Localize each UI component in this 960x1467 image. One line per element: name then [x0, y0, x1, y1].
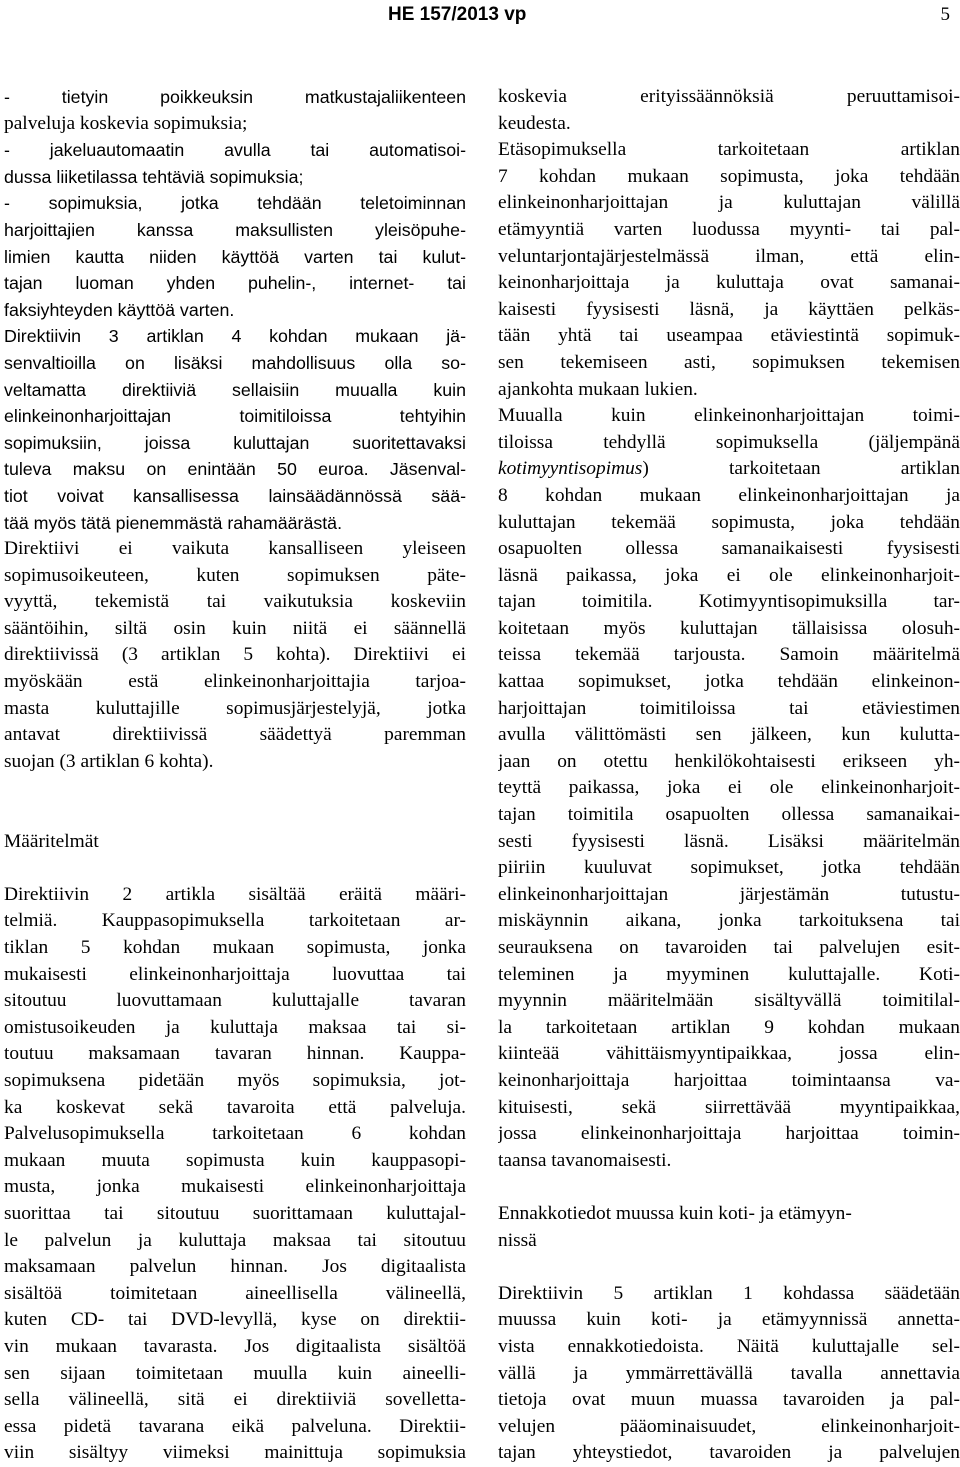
text-line: sitoutuu luovuttamaan kuluttajalle tavaran — [4, 990, 466, 1012]
text-line: velujen pääominaisuudet, elinkeinonharjoit- — [498, 1415, 960, 1437]
text-line: tuleva maksu on enintään 50 euroa. Jäsenval- — [4, 459, 466, 480]
text-line: jaan on otettu henkilökohtaisesti erikseen yh- — [498, 750, 960, 772]
text-line: ka koskevat sekä tavaroita että palveluja. — [4, 1096, 466, 1118]
text-line: teissa tekemää tarjousta. Samoin määritelmä — [498, 644, 960, 666]
text-line: tiloissa tehdyllä sopimuksella (jäljempänä — [498, 431, 960, 453]
text-line: vällä ja ymmärrettävällä tavalla annettavia — [498, 1362, 960, 1384]
text-line: sopimuksiin, joissa kuluttajan suoritettavaksi — [4, 432, 466, 453]
text-line: essa pidetä tavarana eikä palveluna. Direktii- — [4, 1415, 466, 1437]
text-line: kattaa sopimukset, jotka tehdään elinkeinon- — [498, 671, 960, 693]
text-line: - tietyin poikkeuksin matkustajaliikenteen — [4, 87, 466, 107]
text-line: Etäsopimuksella tarkoitetaan artiklan — [498, 139, 960, 161]
text-line: suorittaa tai sitoutuu suorittamaan kuluttajal- — [4, 1202, 466, 1224]
text-line: tajan toimitila osapuolten ollessa samanaikai- — [498, 804, 960, 826]
text-line: toutuu maksamaan tavaran hinnan. Kauppa- — [4, 1043, 466, 1065]
text-line: Palvelusopimuksella tarkoitetaan 6 kohdan — [4, 1123, 466, 1145]
text-line: palveluja koskevia sopimuksia; — [4, 112, 248, 134]
text-line: sesti fyysisesti läsnä. Lisäksi määritelmän — [498, 830, 960, 852]
page-header — [0, 4, 960, 30]
text-line: Direktiivi ei vaikuta kansalliseen yleiseen — [4, 538, 466, 560]
section-heading: nissä — [498, 1229, 537, 1251]
text-line: tajan yhteystiedot, tavaroiden ja palvelujen — [498, 1442, 960, 1464]
text-line: koskevia erityissäännöksiä peruuttamisoi- — [498, 86, 960, 107]
text-line: maksamaan palvelun hinnan. Jos digitaalista — [4, 1256, 466, 1278]
text-line: läsnä paikassa, joka ei ole elinkeinonharjoit- — [498, 564, 960, 586]
text-line: sopimusoikeuteen, kuten sopimuksen päte- — [4, 564, 466, 586]
text-line: antavat direktiivissä säädettyä paremman — [4, 724, 466, 746]
document-id: HE 157/2013 vp — [388, 4, 527, 25]
text-line: vin mukaan tavarasta. Jos digitaalista sisältöä — [4, 1335, 466, 1357]
text-line: dussa liiketilassa tehtäviä sopimuksia; — [4, 166, 304, 187]
blank-line — [4, 775, 466, 802]
text-line: senvaltioilla on lisäksi mahdollisuus olla so- — [4, 352, 466, 373]
text-line: telmiä. Kauppasopimuksella tarkoitetaan ar- — [4, 910, 466, 932]
blank-line — [498, 1254, 960, 1281]
text-line: kuten CD- tai DVD-levyllä, kyse on direktii- — [4, 1309, 466, 1331]
text-line: Muualla kuin elinkeinonharjoittajan toimi- — [498, 405, 960, 427]
right-column — [498, 84, 960, 1467]
text-line: 8 kohdan mukaan elinkeinonharjoittajan ja — [498, 484, 960, 506]
text-line: kituisesti, sekä siirrettävää myyntipaikkaa, — [498, 1096, 960, 1118]
text-line: Direktiivin 5 artiklan 1 kohdassa säädetään — [498, 1282, 960, 1304]
text-line: kotimyyntisopimus) tarkoitetaan artiklan — [498, 458, 960, 480]
text-line: myöskään estä elinkeinonharjoittajia tarjoa- — [4, 671, 466, 693]
text-line: kaisesti fyysisesti läsnä, ja käyttäen pelkäs- — [498, 298, 960, 320]
text-line: muussa kuin koti- ja etämyynnissä annetta- — [498, 1309, 960, 1331]
text-line: - jakeluautomaatin avulla tai automatisoi- — [4, 140, 466, 161]
text-line: vyyttä, tekemistä tai vaikutuksia koskeviin — [4, 591, 466, 613]
text-line: tajan luoman yhden puhelin-, internet- tai — [4, 273, 466, 294]
text-line: sella välineellä, sitä ei direktiiviä sovelletta- — [4, 1389, 466, 1411]
section-heading: Ennakkotiedot muussa kuin koti- ja etämyyn- — [498, 1202, 852, 1224]
text-line: taansa tavanomaisesti. — [498, 1149, 672, 1171]
text-line: kuluttajan tekemää sopimusta, joka tehdään — [498, 511, 960, 533]
text-line: musta, jonka mukaisesti elinkeinonharjoittaja — [4, 1176, 466, 1198]
text-line: keinonharjoittaja ja kuluttaja ovat samanai- — [498, 272, 960, 294]
text-line: piiriin kuuluvat sopimukset, jotka tehdään — [498, 857, 960, 879]
text-line: vista ennakkotiedoista. Näitä kuluttajalle sel- — [498, 1335, 960, 1357]
blank-line — [498, 1174, 960, 1201]
text-line: jossa elinkeinonharjoittaja harjoittaa toimin- — [498, 1123, 960, 1145]
text-line: viin sisältyy viimeksi mainittuja sopimuksia — [4, 1442, 466, 1464]
text-line: avulla välittömästi sen jälkeen, kun kulutta- — [498, 724, 960, 746]
section-heading: Määritelmät — [4, 830, 99, 852]
text-line: ajankohta mukaan lukien. — [498, 378, 698, 400]
text-line: - sopimuksia, jotka tehdään teletoiminnan — [4, 193, 466, 214]
text-line: limien kautta niiden käyttöä varten tai kulut- — [4, 246, 466, 267]
text-line: sen sijaan toimitetaan muulla kuin aineelli- — [4, 1362, 466, 1384]
text-line: veltamatta direktiiviä sellaisiin muualla kuin — [4, 379, 466, 400]
text-line: elinkeinonharjoittajan toimitiloissa tehtyihin — [4, 406, 466, 427]
text-line: keudesta. — [498, 112, 571, 134]
text-line: kiinteää vähittäismyyntipaikkaa, jossa elin- — [498, 1043, 960, 1065]
text-line: tajan toimitila. Kotimyyntisopimuksilla tar- — [498, 591, 960, 613]
text-line: elinkeinonharjoittajan järjestämän tutustu- — [498, 883, 960, 905]
text-line: harjoittajien kanssa maksullisten yleisöpuhe- — [4, 219, 466, 240]
text-line: teleminen ja myyminen kuluttajalle. Koti- — [498, 963, 960, 985]
text-line: tään yhtä tai useampaa etäviestintä sopimuk- — [498, 325, 960, 347]
text-line: teyttä paikassa, joka ei ole elinkeinonharjoit- — [498, 777, 960, 799]
text-line: faksiyhteyden käyttöä varten. — [4, 299, 235, 320]
text-line: suojan (3 artiklan 6 kohta). — [4, 750, 214, 772]
text-line: harjoittajan toimitiloissa tai etäviestimen — [498, 697, 960, 719]
text-line: sopimuksena pidetään myös sopimuksia, jot- — [4, 1069, 466, 1091]
text-line: osapuolten ollessa samanaikaisesti fyysisesti — [498, 538, 960, 560]
text-line: tietoja ovat muun muassa tavaroiden ja pal- — [498, 1389, 960, 1411]
text-line: sisältöä toimitetaan aineellisella välineellä, — [4, 1282, 466, 1304]
blank-line — [4, 802, 466, 829]
text-line: elinkeinonharjoittajan ja kuluttajan välillä — [498, 192, 960, 214]
left-column — [4, 84, 466, 1467]
blank-line — [4, 855, 466, 882]
text-line: seurauksena on tavaroiden tai palvelujen esit- — [498, 937, 960, 958]
text-line: Direktiivin 2 artikla sisältää eräitä määri- — [4, 883, 466, 905]
text-line: etämyyntiä varten luodussa myynti- tai pal- — [498, 218, 960, 240]
text-line: tää myös tätä pienemmästä rahamäärästä. — [4, 512, 343, 533]
text-line: tiot voivat kansallisessa lainsäädännössä sää- — [4, 485, 466, 506]
text-line: koitetaan myös kuluttajan tällaisissa olosuh- — [498, 617, 960, 639]
text-line: la tarkoitetaan artiklan 9 kohdan mukaan — [498, 1016, 960, 1038]
text-line: miskäynnin aikana, jonka tarkoituksena tai — [498, 910, 960, 932]
text-line: omistusoikeuden ja kuluttaja maksaa tai si- — [4, 1016, 466, 1038]
text-line: Direktiivin 3 artiklan 4 kohdan mukaan jä- — [4, 326, 466, 347]
text-line: veluntarjontajärjestelmässä ilman, että elin- — [498, 245, 960, 267]
text-line: tiklan 5 kohdan mukaan sopimusta, jonka — [4, 937, 466, 958]
text-line: keinonharjoittaja harjoittaa toimintaansa va- — [498, 1069, 960, 1091]
text-line: mukaan muuta sopimusta kuin kauppasopi- — [4, 1149, 466, 1171]
text-line: masta kuluttajille sopimusjärjestelyjä, jotka — [4, 697, 466, 719]
page-number: 5 — [940, 4, 950, 25]
text-line: 7 kohdan mukaan sopimusta, joka tehdään — [498, 165, 960, 187]
text-line: direktiivissä (3 artiklan 5 kohta). Direktiivi ei — [4, 644, 466, 666]
text-line: sen tekemiseen asti, sopimuksen tekemisen — [498, 351, 960, 373]
text-line: le palvelun ja kuluttaja maksaa tai sitoutuu — [4, 1229, 466, 1251]
text-line: mukaisesti elinkeinonharjoittaja luovuttaa tai — [4, 963, 466, 985]
text-line: sääntöihin, siltä osin kuin niitä ei säännellä — [4, 617, 466, 639]
text-line: myynnin määritelmään sisältyvällä toimitilal- — [498, 990, 960, 1012]
